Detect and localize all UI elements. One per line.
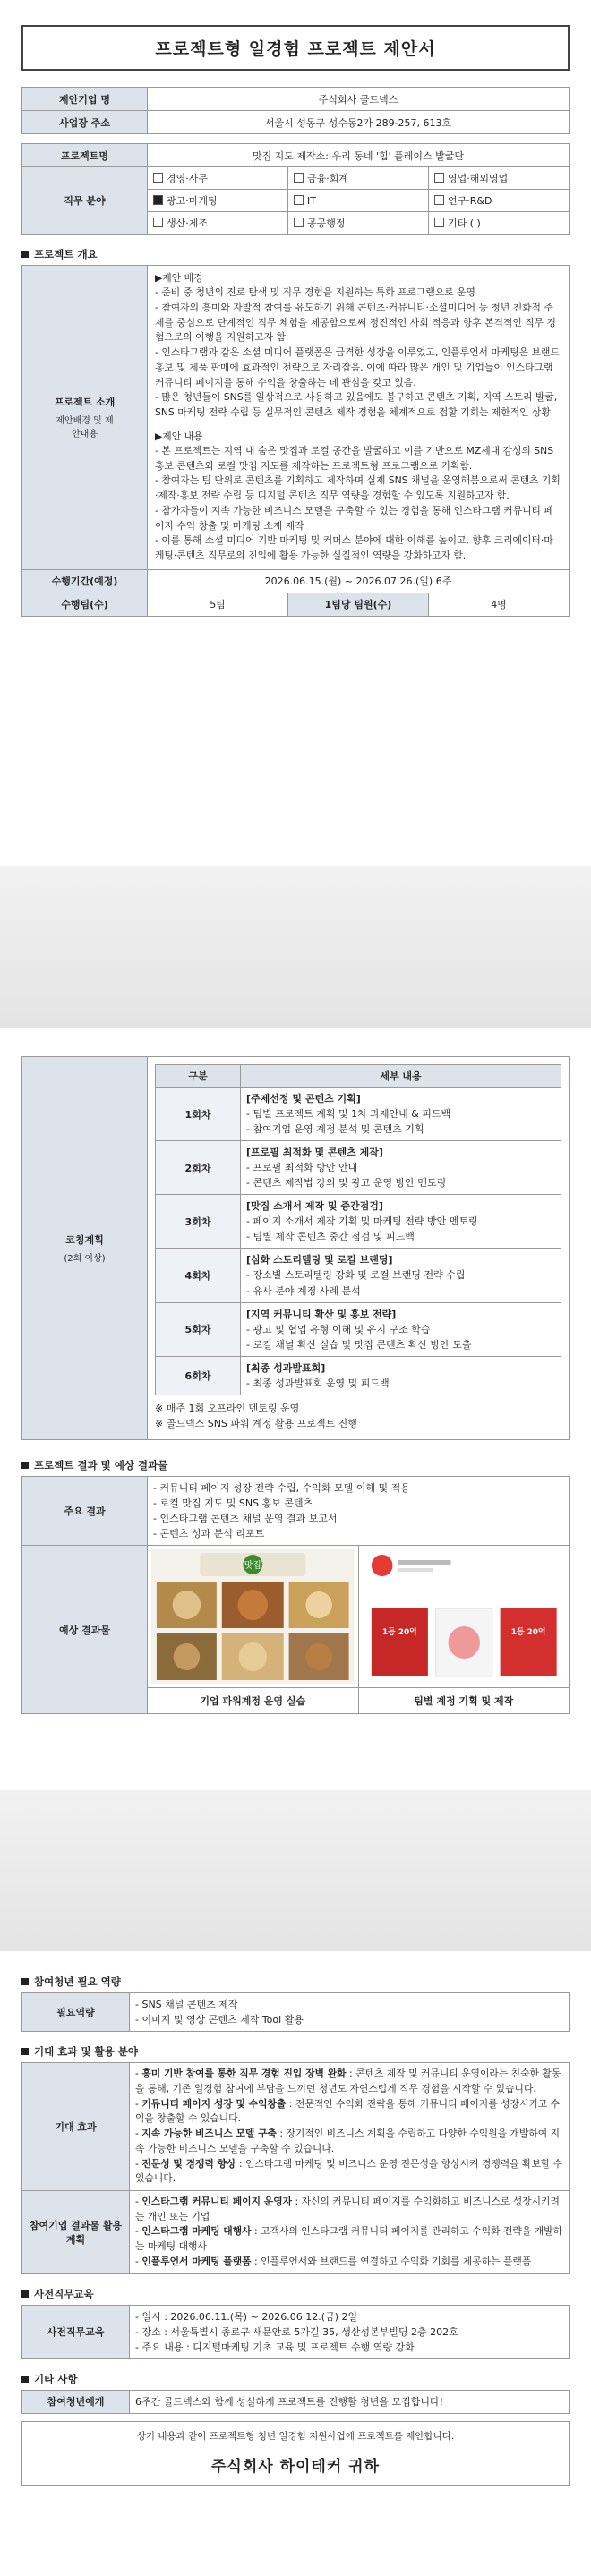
background-item: - 준비 중 청년의 진로 탐색 및 직무 경험을 지원하는 특화 프로그램으로 운영	[155, 286, 475, 299]
effect-label: 기대 효과	[22, 2063, 130, 2191]
coaching-row-item: - 프로필 최적화 방안 안내	[246, 1162, 358, 1174]
checkbox-icon	[294, 218, 304, 227]
period-label: 수행기간(예정)	[22, 569, 148, 593]
checkbox-checked-icon	[153, 195, 163, 205]
usage-item-text: : 자신의 커뮤니티 페이지를 수익화하고 비즈니스로 성장시키려는 개인 또는 기업	[135, 2195, 560, 2222]
usage-item: - 인스타그램 커뮤니티 페이지 운영자 : 자신의 커뮤니티 페이지를 수익화하고 비즈니스로 성장시키려는 개인 또는 기업	[135, 2195, 560, 2222]
coaching-table	[21, 1056, 570, 1440]
company-name-label: 제안기업 명	[22, 88, 148, 111]
others-text: 6주간 골드넥스와 함께 성실하게 프로젝트를 진행할 청년을 모집합니다!	[130, 2390, 570, 2413]
account-mockup-icon	[363, 1549, 566, 1684]
effect-item-title: 흥미 기반 참여를 통한 직무 경험 진입 장벽 완화	[141, 2068, 347, 2080]
detail-header: 세부 내용	[241, 1065, 561, 1088]
field-label: 직무 분야	[22, 167, 148, 235]
caption-right: 팀별 계정 기획 및 제작	[358, 1688, 570, 1714]
checkbox-icon	[434, 195, 444, 205]
coaching-row	[156, 1088, 561, 1141]
effect-content	[130, 2063, 570, 2191]
content-heading: ▶제안 내용	[155, 430, 203, 442]
content-item: - 이를 통해 소셜 미디어 기반 마케팅 및 커머스 분야에 대한 이해를 높이고, 향후 크리에이터·마케팅·콘텐츠 직무로의 진입에 활용 가능한 실질적인 역량을 강화하고자 함.	[155, 534, 553, 562]
coaching-round: 2회차	[156, 1141, 241, 1195]
page-3	[21, 1975, 570, 2486]
page-gap	[0, 1790, 591, 1951]
coaching-detail	[241, 1302, 561, 1356]
checkbox-icon	[294, 195, 304, 205]
bullet-square-icon	[21, 1978, 29, 1985]
coaching-row-item: - 유사 분야 계정 사례 분석	[246, 1284, 361, 1297]
coaching-row-title: [심화 스토리텔링 및 로컬 브랜딩]	[246, 1254, 393, 1267]
page-gap	[0, 866, 591, 1028]
content-item: - 본 프로젝트는 지역 내 숨은 맛집과 로컬 공간을 발굴하고 이를 기반으로 MZ세대 감성의 SNS 홍보 콘텐츠와 로컬 맛집 지도를 제작하는 프로젝트형 프로그램으로 기획함.	[155, 444, 554, 472]
coaching-row-item: - 장소별 스토리텔링 강화 및 로컬 브랜딩 전략 수립	[246, 1269, 466, 1282]
effect-item: - 전문성 및 경쟁력 향상 : 인스타그램 마케팅 및 비즈니스 운영 전문성을 향상시켜 경쟁력을 확보할 수 있습니다.	[135, 2157, 563, 2185]
company-address: 서울시 성동구 성수동2가 289-257, 613호	[148, 111, 570, 134]
main-result-item: - 커뮤니티 페이지 성장 전략 수립, 수익화 모델 이해 및 적용	[153, 1481, 410, 1494]
field-option[interactable]: 기타 ( )	[429, 212, 570, 235]
round-header: 구분	[156, 1065, 241, 1088]
others-label: 참여청년에게	[22, 2390, 130, 2413]
coaching-row-title: [지역 커뮤니티 확산 및 홍보 전략]	[246, 1308, 397, 1320]
coaching-note: ※ 골드넥스 SNS 파워 계정 활용 프로젝트 진행	[155, 1418, 357, 1430]
content-list	[155, 444, 561, 564]
team-account-image	[363, 1549, 566, 1684]
coaching-round: 1회차	[156, 1088, 241, 1141]
coaching-row-item: - 팀별 프로젝트 계획 및 1차 과제안내 & 피드백	[246, 1108, 451, 1121]
image-text: 1등 20억	[510, 1628, 545, 1638]
teams-value: 5팀	[148, 593, 288, 616]
intro-label: 프로젝트 소개 제안배경 및 제안내용	[22, 266, 148, 570]
footer-org: 주식회사 하이테커 귀하	[210, 2457, 381, 2476]
image-badge-text: 맛집	[244, 1561, 261, 1572]
coaching-row	[156, 1302, 561, 1356]
required-skill-item: - 이미지 및 영상 콘텐츠 제작 Tool 활용	[135, 2014, 304, 2026]
image-text: 1등 20억	[381, 1628, 417, 1638]
coaching-note: ※ 매주 1회 오프라인 멘토링 운영	[155, 1402, 300, 1414]
effect-item-text: : 인스타그램 마케팅 및 비즈니스 운영 전문성을 향상시켜 경쟁력을 확보할 수 있습니다.	[135, 2157, 563, 2185]
effect-item-title: 커뮤니티 페이지 성장 및 수익창출	[141, 2097, 287, 2110]
teams-label: 수행팀(수)	[22, 593, 148, 616]
effect-item-text: : 콘텐츠 제작 및 커뮤니티 운영이라는 친숙한 활동을 통해, 기존 일경험 참여에 부담을 느끼던 청년도 자연스럽게 직무 경험을 시작할 수 있습니다.	[135, 2068, 561, 2094]
document-title: 프로젝트형 일경험 프로젝트 제안서	[21, 25, 570, 71]
usage-item-text: : 고객사의 인스타그램 커뮤니티 페이지를 관리하고 수익화 전략을 개발하는 마케팅 대행사	[135, 2225, 562, 2253]
members-label: 1팀당 팀원(수)	[288, 593, 429, 616]
coaching-row	[156, 1195, 561, 1249]
coaching-schedule	[155, 1064, 561, 1395]
coaching-detail	[241, 1141, 561, 1195]
address-label: 사업장 주소	[22, 111, 148, 134]
background-item: - 인스타그램과 같은 소셜 미디어 플랫폼은 급격한 성장을 이루었고, 인플루언서 마케팅은 브랜드 홍보 및 제품 판매에 효과적인 전략으로 자리잡음. 이에 따라 많은 개인 및 기업들이 인스타그램 커뮤니티 페이지를 통해 수익을 창출하는 데 관심을 갖고 있음.	[155, 346, 560, 388]
coaching-round: 6회차	[156, 1356, 241, 1395]
field-option[interactable]: 공공행정	[288, 212, 429, 235]
participants-section-title: 참여청년 필요 역량	[21, 1975, 570, 1989]
coaching-row-item: - 광고 및 협업 유형 이해 및 유지 구조 학습	[246, 1323, 431, 1335]
coaching-row-item: - 콘텐츠 제작법 강의 및 광고 운영 방안 멘토링	[246, 1177, 447, 1190]
coaching-row-item: - 최종 성과발표회 운영 및 피드백	[246, 1377, 390, 1389]
effects-table	[21, 2062, 570, 2274]
usage-content	[130, 2190, 570, 2273]
results-section-title: 프로젝트 결과 및 예상 결과물	[21, 1458, 570, 1472]
coaching-row-title: [프로필 최적화 및 콘텐츠 제작]	[246, 1147, 383, 1159]
main-result-item: - 콘텐츠 성과 분석 리포트	[153, 1528, 265, 1540]
page-2	[21, 1056, 570, 1714]
field-option[interactable]: 광고·마케팅	[148, 190, 288, 212]
pre-edu-item: - 장소 : 서울특별시 종로구 새문안로 5가길 35, 생산성본부빌딩 2층 202호	[135, 2325, 458, 2338]
checkbox-icon	[153, 218, 163, 227]
coaching-row-title: [맛집 소개서 제작 및 중간점검]	[246, 1200, 383, 1213]
overview-table	[21, 265, 570, 617]
period-value: 2026.06.15.(월) ~ 2026.07.26.(일) 6주	[148, 569, 570, 593]
field-option[interactable]: 연구·R&D	[429, 190, 570, 212]
required-skills	[130, 1993, 570, 2032]
caption-left: 기업 파워계정 운영 실습	[148, 1688, 359, 1714]
others-table	[21, 2390, 570, 2414]
pre-edu-section-title: 사전직무교육	[21, 2287, 570, 2301]
background-item: - 많은 청년들이 SNS를 일상적으로 사용하고 있음에도 불구하고 콘텐츠 기획, 지역 스토리 발굴, SNS 마케팅 전략 수립 등 실무적인 콘텐츠 제작 경험을 체계적으로 접할 기회는 제한적인 상황	[155, 391, 558, 419]
effect-item: - 흥미 기반 참여를 통한 직무 경험 진입 장벽 완화 : 콘텐츠 제작 및 커뮤니티 운영이라는 친숙한 활동을 통해, 기존 일경험 참여에 부담을 느끼던 청년도 자연스럽게 직무 경험을 시작할 수 있습니다.	[135, 2068, 561, 2094]
coaching-row	[156, 1249, 561, 1302]
content-item: - 참여자는 팀 단위로 콘텐츠를 기획하고 제작하며 실제 SNS 채널을 운영해봄으로써 콘텐츠 기획·제작·홍보 전략 수립 등 디지털 콘텐츠 직무 역량을 경험할 수 있도록 지원하고자 함.	[155, 474, 561, 502]
usage-label: 참여기업 결과물 활용 계획	[22, 2190, 130, 2273]
checkbox-icon	[434, 218, 444, 227]
effect-item: - 커뮤니티 페이지 성장 및 수익창출 : 전문적인 수익화 전략을 통해 커뮤니티 페이지를 성장시키고 수익을 창출할 수 있습니다.	[135, 2097, 561, 2125]
coaching-label: 코칭계획 (2회 이상)	[22, 1057, 148, 1440]
coaching-round: 4회차	[156, 1249, 241, 1302]
background-item: - 참여자의 흥미와 자발적 참여를 유도하기 위해 콘텐츠·커뮤니티·소셜미디어 등 청년 친화적 주제를 중심으로 단계적인 직무 체험을 제공함으로써 정진적인 사회 적응과 향후 본격적인 직무 경험으로의 이행을 지원하고자 함.	[155, 301, 556, 344]
effect-item-text: : 장기적인 비즈니스 계획을 수립하고 다양한 수익원을 개발하여 지속 가능한 비즈니스 모델을 구축할 수 있습니다.	[135, 2128, 561, 2154]
bullet-square-icon	[21, 2290, 29, 2298]
coaching-row-item: - 로컬 채널 확산 실습 및 맛집 콘텐츠 확산 방안 도출	[246, 1338, 472, 1351]
coaching-round: 3회차	[156, 1195, 241, 1249]
required-skill-item: - SNS 채널 콘텐츠 제작	[135, 1999, 238, 2010]
field-option[interactable]: 영업·해외영업	[429, 167, 570, 190]
usage-list	[135, 2195, 563, 2270]
background-heading: ▶제안 배경	[155, 272, 203, 284]
checkbox-icon	[153, 173, 163, 183]
bullet-square-icon	[21, 2376, 29, 2383]
main-result-item: - 로컬 맛집 지도 및 SNS 홍보 콘텐츠	[153, 1497, 313, 1510]
company-table	[21, 87, 570, 134]
effect-item-title: 지속 가능한 비즈니스 모델 구축	[141, 2128, 277, 2140]
main-result-label: 주요 결과	[22, 1476, 148, 1545]
results-table	[21, 1476, 570, 1714]
food-collage-image	[151, 1549, 355, 1684]
project-name: 맛집 지도 제작소: 우리 동네 '힙' 플레이스 발굴단	[148, 144, 570, 167]
effect-item-title: 전문성 및 경쟁력 향상	[141, 2157, 236, 2170]
coaching-row-title: [최종 성과발표회]	[246, 1361, 326, 1374]
field-option[interactable]: 금융·회계	[288, 167, 429, 190]
field-option[interactable]: 생산·제조	[148, 212, 288, 235]
effects-section-title: 기대 효과 및 활용 분야	[21, 2044, 570, 2059]
coaching-row-item: - 참여기업 운영 계정 분석 및 콘텐츠 기획	[246, 1123, 424, 1136]
effect-item: - 지속 가능한 비즈니스 모델 구축 : 장기적인 비즈니스 계획을 수립하고 다양한 수익원을 개발하여 지속 가능한 비즈니스 모델을 구축할 수 있습니다.	[135, 2128, 561, 2154]
content-item: - 참가자들이 지속 가능한 비즈니스 모델을 구축할 수 있는 경험을 통해 인스타그램 커뮤니티 페이지 수익 창출 및 마케팅 소재 제작	[155, 504, 553, 532]
bullet-square-icon	[21, 251, 29, 258]
checkbox-icon	[434, 173, 444, 183]
checkbox-icon	[294, 173, 304, 183]
company-name: 주식회사 골드넥스	[148, 88, 570, 111]
pre-edu-label: 사전직무교육	[22, 2305, 130, 2358]
others-section-title: 기타 사항	[21, 2372, 570, 2386]
coaching-row-item: - 팀별 제작 콘텐츠 중간 점검 및 피드백	[246, 1231, 415, 1243]
project-table	[21, 143, 570, 235]
coaching-detail	[241, 1195, 561, 1249]
intro-content	[148, 266, 570, 570]
main-results	[148, 1476, 570, 1545]
bullet-square-icon	[21, 2048, 29, 2055]
required-label: 필요역량	[22, 1993, 130, 2032]
coaching-row	[156, 1356, 561, 1395]
effect-item-text: : 전문적인 수익화 전략을 통해 커뮤니티 페이지를 성장시키고 수익을 창출할 수 있습니다.	[135, 2097, 561, 2125]
pre-edu-table	[21, 2305, 570, 2359]
coaching-detail	[241, 1249, 561, 1302]
result-image-right	[358, 1546, 570, 1688]
overview-section-title: 프로젝트 개요	[21, 247, 570, 261]
background-list	[155, 286, 561, 421]
food-photo-icon	[151, 1549, 355, 1684]
main-results-list	[153, 1480, 563, 1541]
coaching-detail	[241, 1356, 561, 1395]
effect-list	[135, 2067, 563, 2187]
participants-table	[21, 1992, 570, 2032]
result-image-left	[148, 1546, 359, 1688]
footer-note: 상기 내용과 같이 프로젝트형 청년 일경험 지원사업에 프로젝트를 제안합니다.	[136, 2430, 455, 2442]
pre-edu-item: - 일시 : 2026.06.11.(목) ~ 2026.06.12.(금) 2일	[135, 2310, 358, 2323]
usage-item-title: 인플루언서 마케팅 플랫폼	[141, 2255, 252, 2267]
required-skills-list	[135, 1997, 563, 2027]
coaching-round: 5회차	[156, 1302, 241, 1356]
coaching-row-title: [주제선정 및 콘텐츠 기획]	[246, 1093, 361, 1105]
footer-box	[21, 2421, 570, 2486]
field-option[interactable]: IT	[288, 190, 429, 212]
pre-edu-content	[130, 2305, 570, 2358]
usage-item-title: 인스타그램 커뮤니티 페이지 운영자	[141, 2195, 293, 2207]
usage-item-title: 인스타그램 마케팅 대행사	[141, 2225, 252, 2238]
coaching-row	[156, 1141, 561, 1195]
coaching-detail	[241, 1088, 561, 1141]
field-option[interactable]: 경영·사무	[148, 167, 288, 190]
coaching-notes	[155, 1401, 561, 1432]
coaching-content	[148, 1057, 570, 1440]
page-1	[21, 25, 570, 617]
pre-edu-item: - 주요 내용 : 디지털마케팅 기초 교육 및 프로젝트 수행 역량 강화	[135, 2341, 415, 2353]
main-result-item: - 인스타그램 콘텐츠 채널 운영 결과 보고서	[153, 1513, 338, 1525]
project-name-label: 프로젝트명	[22, 144, 148, 167]
expected-label: 예상 결과물	[22, 1546, 148, 1714]
pre-edu-list	[135, 2309, 563, 2355]
usage-item-text: : 인플루언서와 브랜드를 연결하고 수익화 기회를 제공하는 플랫폼	[251, 2255, 532, 2267]
usage-item: - 인플루언서 마케팅 플랫폼 : 인플루언서와 브랜드를 연결하고 수익화 기회를 제공하는 플랫폼	[135, 2255, 532, 2267]
usage-item: - 인스타그램 마케팅 대행사 : 고객사의 인스타그램 커뮤니티 페이지를 관리하고 수익화 전략을 개발하는 마케팅 대행사	[135, 2225, 562, 2253]
members-value: 4명	[429, 593, 570, 616]
bullet-square-icon	[21, 1462, 29, 1469]
coaching-row-item: - 페이지 소개서 제작 기획 및 마케팅 전략 방안 멘토링	[246, 1215, 478, 1228]
